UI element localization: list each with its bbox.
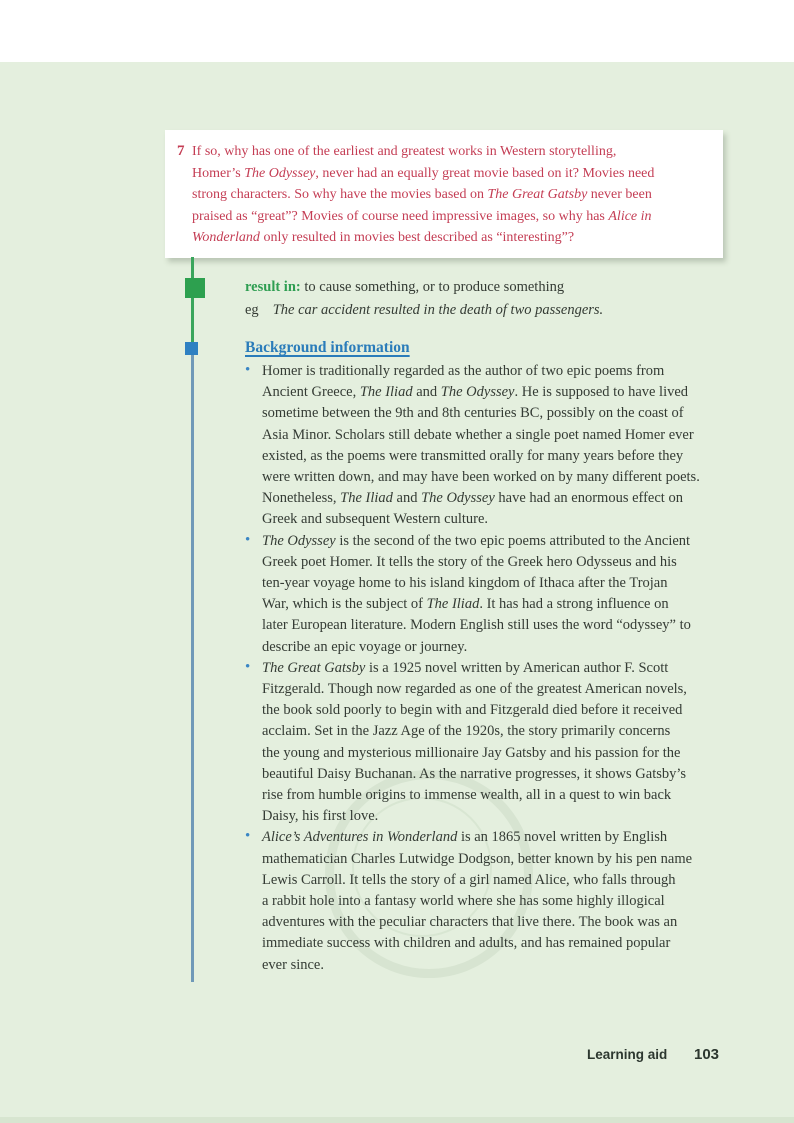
bullet-item-line (245, 573, 700, 594)
text-run: The Iliad (340, 490, 393, 507)
vocab-example: The car accident resulted in the death of two passengers. (272, 301, 604, 318)
bullet-item-line (245, 552, 700, 573)
bullet-item-line (245, 637, 700, 658)
text-run: praised as “great”? Movies of course need impressive images, so why has (192, 208, 609, 224)
text-run: mathematician Charles Lutwidge Dodgson, better known by his pen name (262, 850, 693, 867)
text-run: The Odyssey (440, 384, 515, 401)
text-run: . He is supposed to have lived (514, 384, 689, 401)
text-run: Ancient Greece, (262, 384, 360, 401)
vocab-marker-icon (185, 278, 205, 298)
vocab-note (245, 276, 603, 321)
bullet-item-line (245, 446, 700, 467)
text-run: is a 1925 novel written by American author F. Scott (365, 659, 669, 676)
text-run: a rabbit hole into a fantasy world where she has some highly illogical (262, 893, 665, 910)
text-run: , never had an equally great movie based on it? Movies need (315, 165, 655, 181)
bullet-item-line (245, 764, 700, 785)
text-run: The Great Gatsby (487, 187, 588, 202)
text-run: later European literature. Modern English still uses the word “odyssey” to (262, 617, 691, 634)
bullet-icon: • (245, 828, 251, 845)
text-run: Homer is traditionally regarded as the author of two epic poems from (262, 363, 665, 379)
text-run: describe an epic voyage or journey. (262, 638, 468, 655)
question-line (192, 206, 654, 228)
bullet-item-first-line (245, 531, 700, 552)
text-run: strong characters. So why have the movies based on (192, 187, 488, 202)
vocab-definition-line (245, 276, 603, 299)
bullet-item-first-line (245, 827, 700, 848)
bullet-icon: • (245, 362, 251, 378)
question-text (192, 141, 654, 249)
text-run: War, which is the subject of (262, 596, 427, 613)
bullet-item-line (245, 679, 700, 700)
background-section-rule (191, 342, 194, 982)
question-line (192, 184, 654, 206)
bullet-item-line (245, 891, 700, 912)
bullet-item-line (245, 700, 700, 721)
bullet-item-line (245, 403, 700, 424)
text-run: and (392, 490, 422, 507)
bullet-item-line (245, 721, 700, 742)
text-run: The Iliad (426, 596, 480, 613)
text-run: Nonetheless, (262, 490, 341, 507)
bullet-item-line (245, 743, 700, 764)
vocab-section-rule (191, 257, 194, 342)
text-run: Fitzgerald. Though now regarded as one of the greatest American novels, (262, 681, 687, 698)
text-run: adventures with the peculiar characters that live there. The book was an (262, 914, 678, 931)
bullet-item-line (245, 488, 700, 509)
text-run: sometime between the 9th and 8th centuries BC, possibly on the coast of (262, 405, 684, 422)
text-run: Asia Minor. Scholars still debate whether a single poet named Homer ever (262, 426, 694, 443)
bullet-item-first-line (245, 658, 700, 679)
text-run: The Odyssey (244, 165, 316, 181)
text-run: the young and mysterious millionaire Jay Gatsby and his passion for the (262, 744, 681, 761)
text-run: the book sold poorly to begin with and Fitzgerald died before it received (262, 702, 683, 719)
text-run: Greek poet Homer. It tells the story of the Greek hero Odysseus and his (262, 553, 677, 570)
question-line (192, 227, 654, 249)
bullet-icon: • (245, 658, 251, 675)
background-info-heading: Background information (245, 339, 410, 356)
text-run: The Iliad (359, 384, 413, 401)
text-run: only resulted in movies best described as “interesting”? (259, 230, 575, 245)
bullet-item-line (245, 425, 700, 446)
question-box (165, 130, 723, 258)
text-run: Daisy, his first love. (262, 808, 379, 825)
bullet-item-line (245, 849, 700, 870)
text-run: is the second of the two epic poems attributed to the Ancient (335, 532, 691, 549)
bullet-item-line (245, 870, 700, 891)
bullet-item-line (245, 933, 700, 954)
example-label: eg (245, 301, 259, 318)
text-run: Homer’s (192, 165, 245, 181)
bullet-item-line (245, 594, 700, 615)
bullet-item-line (245, 785, 700, 806)
text-run: were written down, and may have been worked on by many different poets. (262, 469, 700, 486)
vocab-example-line (245, 299, 603, 322)
bullet-item-line (245, 382, 700, 403)
text-run: have had an enormous effect on (494, 490, 683, 507)
bullet-item-line (245, 955, 700, 976)
text-run: Alice in (608, 208, 652, 224)
text-run: Wonderland (192, 230, 260, 245)
text-run: Alice’s Adventures in Wonderland (262, 829, 458, 846)
background-info-bullet-list (245, 361, 700, 976)
text-run: If so, why has one of the earliest and greatest works in Western storytelling, (192, 144, 617, 159)
bullet-item-line (245, 615, 700, 636)
text-run: beautiful Daisy Buchanan. As the narrative progresses, it shows Gatsby’s (262, 765, 687, 782)
question-number: 7 (177, 143, 185, 159)
bullet-item-first-line (245, 361, 700, 382)
bullet-icon: • (245, 531, 251, 548)
text-run: and (412, 384, 441, 401)
text-run: never been (587, 187, 652, 202)
text-run: Greek and subsequent Western culture. (262, 511, 489, 528)
bullet-item-line (245, 912, 700, 933)
vocab-definition: to cause something, or to produce something (300, 279, 565, 295)
background-marker-icon (185, 342, 198, 355)
text-run: existed, as the poems were transmitted orally for many years before they (262, 447, 684, 464)
page-number: 103 (694, 1046, 720, 1063)
bullet-item-line (245, 509, 700, 530)
page-bottom-edge (0, 1117, 794, 1123)
text-run: . It has had a strong influence on (479, 596, 669, 613)
bullet-item-line (245, 806, 700, 827)
text-run: Lewis Carroll. It tells the story of a girl named Alice, who falls through (262, 871, 676, 888)
text-run: The Odyssey (421, 490, 495, 507)
text-run: rise from humble origins to immense wealth, all in a quest to win back (262, 787, 672, 804)
text-run: ten-year voyage home to his island kingdom of Ithaca after the Trojan (262, 575, 668, 592)
text-run: ever since. (262, 956, 324, 973)
question-line (192, 141, 654, 163)
text-run: The Great Gatsby (262, 659, 366, 676)
bullet-item-line (245, 467, 700, 488)
text-run: acclaim. Set in the Jazz Age of the 1920s, the story primarily concerns (262, 723, 671, 740)
text-run: The Odyssey (262, 532, 336, 549)
footer-section-label: Learning aid (587, 1047, 668, 1062)
text-run: is an 1865 novel written by English (457, 829, 668, 846)
text-run: immediate success with children and adults, and has remained popular (262, 935, 671, 952)
vocab-term: result in: (245, 279, 301, 295)
question-line (192, 163, 654, 185)
